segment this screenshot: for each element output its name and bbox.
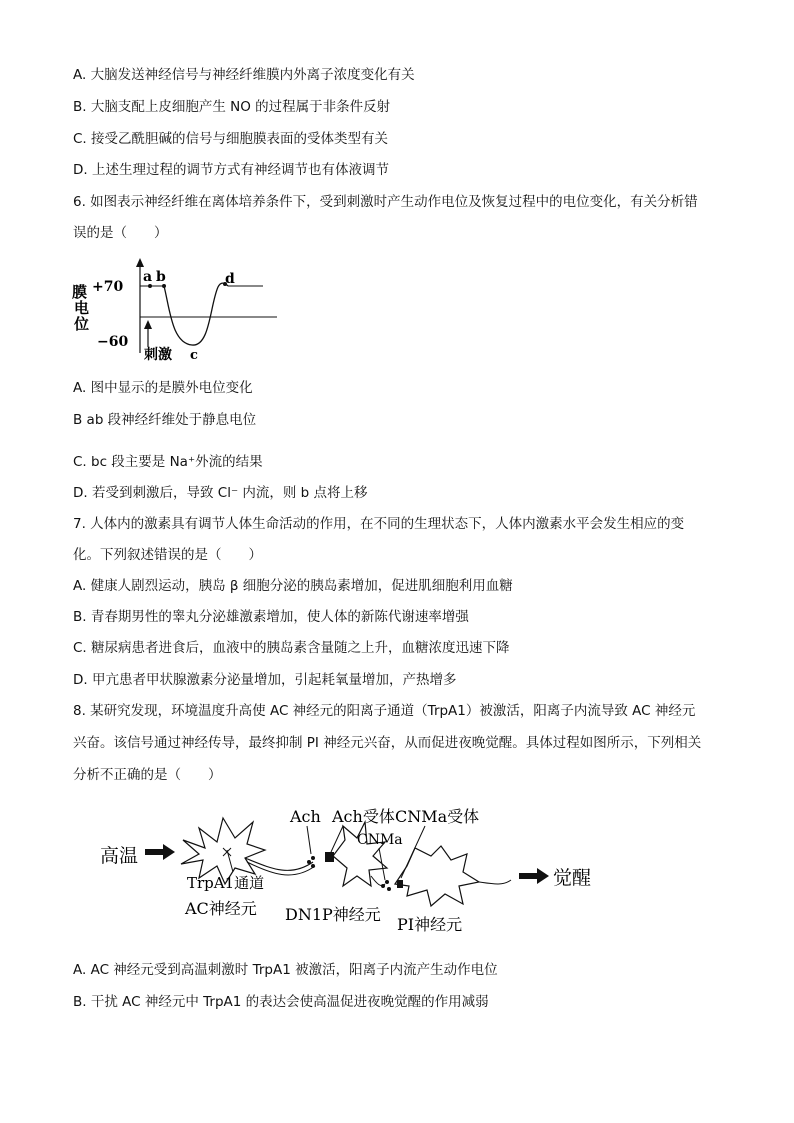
q8-option-a: A. AC 神经元受到高温刺激时 TrpA1 被激活，阳离子内流产生动作电位 [73, 962, 498, 978]
high-temp-label: 高温 [100, 845, 139, 867]
cnma-vesicle-2 [385, 880, 389, 884]
pi-neuron [395, 846, 479, 906]
q7-stem: 7. 人体内的激素具有调节人体生命活动的作用，在不同的生理状态下，人体内激素水平会发生相应的变 [73, 516, 685, 532]
output-arrow-head [537, 868, 549, 884]
input-arrow-shaft [145, 849, 163, 855]
tick-label-high: +70 [92, 279, 124, 295]
ach-vesicle-2 [311, 856, 315, 860]
input-arrow-head [163, 844, 175, 860]
stimulus-arrow-head [144, 320, 152, 329]
y-label-char-2: 电 [74, 299, 90, 317]
q5-option-c: C. 接受乙酰胆碱的信号与细胞膜表面的受体类型有关 [73, 131, 389, 147]
cnma-receptor-block [397, 880, 403, 888]
pi-axon [479, 880, 511, 884]
cnma-vesicle-1 [381, 884, 385, 888]
output-arrow-shaft [519, 873, 537, 879]
point-d-label: d [225, 271, 235, 287]
q8-stem-cont-2: 分析不正确的是（ ） [73, 767, 222, 783]
q7-option-c: C. 糖尿病患者进食后，血液中的胰岛素含量随之上升，血糖浓度迅速下降 [73, 640, 510, 656]
awake-label: 觉醒 [553, 867, 592, 889]
q6-stem-cont: 误的是（ ） [73, 225, 168, 241]
q8-option-b: B. 干扰 AC 神经元中 TrpA1 的表达会使高温促进夜晚觉醒的作用减弱 [73, 994, 489, 1010]
q7-option-d: D. 甲亢患者甲状腺激素分泌量增加，引起耗氧量增加，产热增多 [73, 672, 457, 688]
tick-label-low: −60 [97, 334, 129, 350]
q6-option-d: D. 若受到刺激后，导致 Cl⁻ 内流，则 b 点将上移 [73, 485, 368, 501]
stimulus-label: 刺激 [144, 347, 172, 363]
trpa1-label: TrpA1通道 [187, 874, 265, 892]
q8-stem-cont: 兴奋。该信号通过神经传导，最终抑制 PI 神经元兴奋，从而促进夜晚觉醒。具体过程如图所示，下列相关 [73, 735, 702, 751]
ach-pointer [307, 826, 311, 854]
ach-receptor-pointer [331, 826, 343, 852]
q7-option-a: A. 健康人剧烈运动，胰岛 β 细胞分泌的胰岛素增加，促进肌细胞利用血糖 [73, 578, 513, 594]
membrane-potential-figure [70, 255, 285, 365]
cnma-pointer [379, 848, 385, 880]
ach-receptor-label: Ach受体 [332, 807, 395, 826]
q7-option-b: B. 青春期男性的睾丸分泌雄激素增加，使人体的新陈代谢速率增强 [73, 609, 469, 625]
cnma-receptor-label: CNMa受体 [395, 807, 480, 826]
neuron-pathway-figure [95, 800, 615, 940]
ac-axon [245, 858, 313, 870]
potential-curve [164, 283, 228, 345]
q6-option-c: C. bc 段主要是 Na⁺外流的结果 [73, 454, 263, 470]
q5-option-b: B. 大脑支配上皮细胞产生 NO 的过程属于非条件反射 [73, 99, 391, 115]
cnma-receptor-pointer [401, 826, 425, 878]
q5-option-a: A. 大脑发送神经信号与神经纤维膜内外离子浓度变化有关 [73, 67, 415, 83]
q6-stem: 6. 如图表示神经纤维在离体培养条件下，受到刺激时产生动作电位及恢复过程中的电位变化，有关分析错 [73, 194, 698, 210]
ach-vesicle-3 [311, 864, 315, 868]
y-label-char-1: 膜 [72, 283, 88, 301]
ach-vesicle-1 [307, 860, 311, 864]
q8-stem: 8. 某研究发现，环境温度升高使 AC 神经元的阳离子通道（TrpA1）被激活，阳离子内流导致 AC 神经元 [73, 703, 696, 719]
q7-stem-cont: 化。下列叙述错误的是（ ） [73, 547, 262, 563]
point-c-label: c [190, 348, 198, 363]
dn1p-neuron-label: DN1P神经元 [285, 905, 381, 924]
point-a-label: a [143, 269, 153, 285]
cnma-label: CNMa [357, 832, 403, 848]
q5-option-d: D. 上述生理过程的调节方式有神经调节也有体液调节 [73, 162, 389, 178]
q6-option-a: A. 图中显示的是膜外电位变化 [73, 380, 253, 396]
ach-receptor-block [325, 852, 334, 862]
y-axis-arrow [136, 258, 144, 267]
point-b-label: b [156, 269, 166, 285]
pi-neuron-label: PI神经元 [397, 915, 463, 934]
cnma-vesicle-3 [387, 887, 391, 891]
q6-option-b: B ab 段神经纤维处于静息电位 [73, 412, 257, 428]
y-label-char-3: 位 [74, 315, 90, 333]
ac-neuron-label: AC神经元 [185, 899, 257, 918]
ach-label: Ach [290, 807, 321, 826]
